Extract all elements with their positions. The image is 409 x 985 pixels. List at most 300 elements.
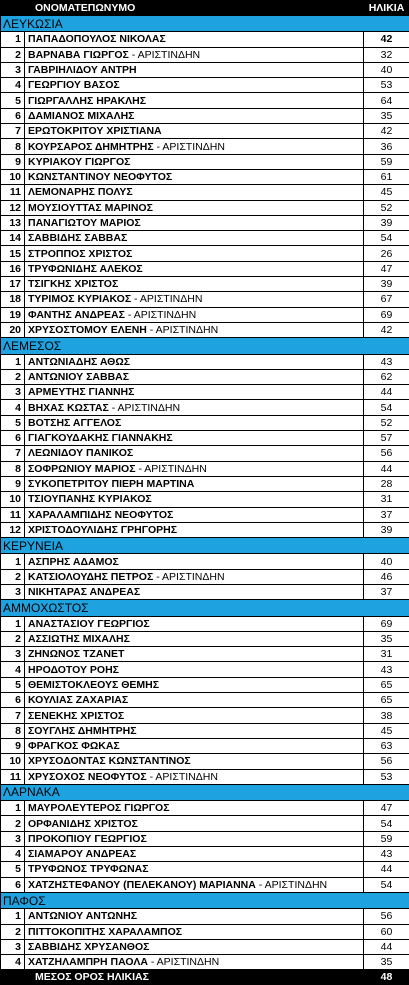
region-header-row (1, 892, 409, 908)
table-row (1, 476, 409, 491)
table-header-row (1, 1, 409, 16)
candidate-name-cell (25, 32, 364, 47)
candidate-age: 45 (364, 185, 409, 200)
row-number: 3 (1, 831, 25, 846)
candidate-name-cell (25, 769, 364, 784)
region-name: ΚΕΡΥΝΕΙΑ (1, 538, 409, 554)
table-row (1, 169, 409, 184)
candidate-age: 37 (364, 584, 409, 599)
candidate-name: ΑΣΠΡΗΣ ΑΔΑΜΟΣ (28, 556, 119, 568)
table-row (1, 461, 409, 476)
candidate-age: 44 (364, 862, 409, 877)
candidate-age: 31 (364, 647, 409, 662)
candidate-name: ΜΑΥΡΟΛΕΥΤΕΡΟΣ ΓΙΩΡΓΟΣ (28, 802, 170, 814)
row-number: 2 (1, 924, 25, 939)
region-name: ΛΕΥΚΩΣΙΑ (1, 16, 409, 32)
candidate-name-cell (25, 446, 364, 461)
candidate-name-cell (25, 322, 364, 337)
table-row (1, 32, 409, 47)
candidate-note: - ΑΡΙΣΤΙΝΔΗΝ (148, 956, 219, 968)
row-number: 12 (1, 522, 25, 537)
table-row (1, 415, 409, 430)
candidate-name: ΑΝΤΩΝΙΟΥ ΑΝΤΩΝΗΣ (28, 910, 137, 922)
table-row (1, 909, 409, 924)
candidate-age: 46 (364, 569, 409, 584)
table-row (1, 385, 409, 400)
table-row (1, 292, 409, 307)
table-row (1, 677, 409, 692)
region-header-row (1, 16, 409, 32)
row-number: 6 (1, 877, 25, 892)
candidate-name: ΑΣΣΙΩΤΗΣ ΜΙΧΑΛΗΣ (28, 633, 130, 645)
candidate-note: - ΑΡΙΣΤΙΝΔΗΝ (256, 879, 327, 891)
candidate-name-cell (25, 169, 364, 184)
candidate-name: ΑΝΤΩΝΙΑΔΗΣ ΑΘΩΣ (28, 356, 130, 368)
candidate-name-cell (25, 385, 364, 400)
table-row (1, 78, 409, 93)
candidate-age: 56 (364, 446, 409, 461)
table-row (1, 93, 409, 108)
candidate-name: ΗΡΟΔΟΤΟΥ ΡΟΗΣ (28, 664, 119, 676)
candidate-name: ΧΑΡΑΛΑΜΠΙΔΗΣ ΝΕΟΦΥΤΟΣ (28, 509, 173, 521)
row-number: 7 (1, 708, 25, 723)
candidate-name-cell (25, 246, 364, 261)
row-number: 20 (1, 322, 25, 337)
table-row (1, 862, 409, 877)
table-row (1, 246, 409, 261)
candidate-name: ΒΗΧΑΣ ΚΩΣΤΑΣ (28, 402, 109, 414)
row-number: 17 (1, 277, 25, 292)
candidate-name: ΣΕΝΕΚΗΣ ΧΡΙΣΤΟΣ (28, 710, 124, 722)
candidate-name: ΑΝΤΩΝΙΟΥ ΣΑΒΒΑΣ (28, 371, 129, 383)
candidate-name-cell (25, 738, 364, 753)
row-number: 9 (1, 154, 25, 169)
candidate-age: 28 (364, 476, 409, 491)
candidate-name-cell (25, 476, 364, 491)
candidate-age: 54 (364, 816, 409, 831)
row-number: 19 (1, 307, 25, 322)
candidate-name: ΤΣΙΓΚΗΣ ΧΡΙΣΤΟΣ (28, 278, 118, 290)
candidate-name-cell (25, 185, 364, 200)
candidate-name-cell (25, 569, 364, 584)
candidate-age: 65 (364, 693, 409, 708)
candidate-age: 53 (364, 769, 409, 784)
candidate-age: 62 (364, 369, 409, 384)
candidate-name-cell (25, 154, 364, 169)
candidate-name: ΠΑΝΑΓΙΩΤΟΥ ΜΑΡΙΟΣ (28, 217, 141, 229)
candidate-age: 42 (364, 32, 409, 47)
candidate-age: 65 (364, 677, 409, 692)
candidate-name: ΚΩΝΣΤΑΝΤΙΝΟΥ ΝΕΟΦΥΤΟΣ (28, 171, 172, 183)
candidate-name-cell (25, 507, 364, 522)
table-row (1, 955, 409, 970)
table-row (1, 647, 409, 662)
candidate-age: 40 (364, 62, 409, 77)
candidate-note: - ΑΡΙΣΤΙΝΔΗΝ (154, 141, 225, 153)
candidate-name-cell (25, 108, 364, 123)
table-row (1, 708, 409, 723)
candidate-note: - ΑΡΙΣΤΙΝΔΗΝ (131, 293, 202, 305)
table-row (1, 154, 409, 169)
table-row (1, 522, 409, 537)
table-row (1, 723, 409, 738)
candidate-age: 39 (364, 522, 409, 537)
candidate-name-cell (25, 723, 364, 738)
candidate-name: ΦΑΝΤΗΣ ΑΝΔΡΕΑΣ (28, 309, 125, 321)
candidate-age: 42 (364, 322, 409, 337)
candidate-age: 35 (364, 631, 409, 646)
candidate-age: 45 (364, 723, 409, 738)
candidate-name: ΖΗΝΩΝΟΣ ΤΖΑΝΕΤ (28, 648, 124, 660)
row-number: 4 (1, 847, 25, 862)
table-row (1, 277, 409, 292)
candidate-name: ΦΡΑΓΚΟΣ ΦΩΚΑΣ (28, 740, 120, 752)
candidate-name: ΕΡΩΤΟΚΡΙΤΟΥ ΧΡΙΣΤΙΑΝΑ (28, 125, 162, 137)
candidate-name-cell (25, 647, 364, 662)
candidate-age: 43 (364, 847, 409, 862)
row-number: 6 (1, 108, 25, 123)
table-row (1, 738, 409, 753)
candidate-name: ΚΟΥΡΣΑΡΟΣ ΔΗΜΗΤΡΗΣ (28, 141, 154, 153)
table-row (1, 261, 409, 276)
candidate-name-cell (25, 292, 364, 307)
candidate-note: - ΑΡΙΣΤΙΝΔΗΝ (153, 571, 224, 583)
candidate-age: 44 (364, 385, 409, 400)
candidate-name-cell (25, 93, 364, 108)
candidate-age: 69 (364, 616, 409, 631)
candidate-name-cell (25, 909, 364, 924)
row-number: 6 (1, 693, 25, 708)
candidate-age: 64 (364, 93, 409, 108)
row-number: 11 (1, 507, 25, 522)
row-number: 2 (1, 631, 25, 646)
row-number: 3 (1, 62, 25, 77)
candidate-name-cell (25, 200, 364, 215)
region-name: ΑΜΜΟΧΩΣΤΟΣ (1, 600, 409, 616)
table-row (1, 662, 409, 677)
region-header-row (1, 784, 409, 800)
candidate-name-cell (25, 677, 364, 692)
candidate-age: 40 (364, 554, 409, 569)
table-row (1, 307, 409, 322)
average-age-value: 48 (364, 970, 409, 985)
table-row (1, 507, 409, 522)
candidate-name-cell (25, 522, 364, 537)
candidate-age: 38 (364, 708, 409, 723)
candidate-name-cell (25, 662, 364, 677)
table-row (1, 584, 409, 599)
candidate-name: ΘΕΜΙΣΤΟΚΛΕΟΥΣ ΘΕΜΗΣ (28, 679, 159, 691)
row-number: 5 (1, 415, 25, 430)
table-row (1, 62, 409, 77)
candidate-name: ΛΕΜΟΝΑΡΗΣ ΠΟΛΥΣ (28, 186, 133, 198)
candidate-name: ΣΥΚΟΠΕΤΡΙΤΟΥ ΠΙΕΡΗ ΜΑΡΤΙΝΑ (28, 478, 194, 490)
row-number: 7 (1, 446, 25, 461)
candidate-age: 69 (364, 307, 409, 322)
candidate-name: ΣΟΥΓΛΗΣ ΔΗΜΗΤΡΗΣ (28, 725, 137, 737)
table-row (1, 801, 409, 816)
candidate-age: 63 (364, 738, 409, 753)
candidate-name: ΧΡΥΣΟΔΟΝΤΑΣ ΚΩΝΣΤΑΝΤΙΝΟΣ (28, 755, 191, 767)
row-number: 3 (1, 385, 25, 400)
candidate-age: 26 (364, 246, 409, 261)
table-row (1, 431, 409, 446)
candidate-name-cell (25, 307, 364, 322)
candidate-name-cell (25, 47, 364, 62)
candidate-name: ΔΑΜΙΑΝΟΣ ΜΙΧΑΛΗΣ (28, 110, 134, 122)
candidate-name-cell (25, 231, 364, 246)
row-number: 4 (1, 662, 25, 677)
row-number: 5 (1, 677, 25, 692)
candidate-age: 39 (364, 215, 409, 230)
table-row (1, 354, 409, 369)
row-number: 6 (1, 431, 25, 446)
row-number: 9 (1, 476, 25, 491)
candidate-age: 37 (364, 507, 409, 522)
row-number: 12 (1, 200, 25, 215)
row-number: 5 (1, 862, 25, 877)
table-row (1, 492, 409, 507)
row-number: 1 (1, 909, 25, 924)
candidate-name-cell (25, 939, 364, 954)
candidate-name-cell (25, 415, 364, 430)
row-number: 16 (1, 261, 25, 276)
table-row (1, 124, 409, 139)
candidate-name-cell (25, 78, 364, 93)
region-header-row (1, 538, 409, 554)
row-number: 2 (1, 816, 25, 831)
candidate-name-cell (25, 62, 364, 77)
candidate-name: ΓΙΩΡΓΑΛΛΗΣ ΗΡΑΚΛΗΣ (28, 95, 146, 107)
candidate-age: 54 (364, 877, 409, 892)
candidate-name-cell (25, 801, 364, 816)
candidate-name-cell (25, 847, 364, 862)
row-number: 10 (1, 492, 25, 507)
candidate-name-cell (25, 124, 364, 139)
region-header-row (1, 338, 409, 354)
candidate-name: ΓΕΩΡΓΙΟΥ ΒΑΣΟΣ (28, 79, 120, 91)
row-number: 18 (1, 292, 25, 307)
candidate-age: 52 (364, 200, 409, 215)
table-row (1, 108, 409, 123)
candidate-age: 44 (364, 939, 409, 954)
region-header-row (1, 600, 409, 616)
row-number: 3 (1, 584, 25, 599)
candidate-age: 59 (364, 831, 409, 846)
table-row (1, 631, 409, 646)
candidate-age: 56 (364, 754, 409, 769)
candidate-name: ΣΑΒΒΙΔΗΣ ΧΡΥΣΑΝΘΟΣ (28, 941, 149, 953)
table-row (1, 924, 409, 939)
region-name: ΛΑΡΝΑΚΑ (1, 784, 409, 800)
candidate-name-cell (25, 354, 364, 369)
candidate-name: ΠΡΟΚΟΠΙΟΥ ΓΕΩΡΓΙΟΣ (28, 833, 147, 845)
table-row (1, 215, 409, 230)
row-number: 11 (1, 185, 25, 200)
row-number: 3 (1, 647, 25, 662)
candidate-name: ΚΥΡΙΑΚΟΥ ΓΙΩΡΓΟΣ (28, 156, 130, 168)
candidate-name-cell (25, 816, 364, 831)
row-number: 9 (1, 738, 25, 753)
row-number: 10 (1, 169, 25, 184)
row-number: 4 (1, 400, 25, 415)
candidate-name: ΑΝΑΣΤΑΣΙΟΥ ΓΕΩΡΓΙΟΣ (28, 618, 150, 630)
candidate-name-cell (25, 708, 364, 723)
candidate-age: 32 (364, 47, 409, 62)
candidate-age: 54 (364, 231, 409, 246)
table-row (1, 939, 409, 954)
candidate-name: ΚΑΤΣΙΟΛΟΥΔΗΣ ΠΕΤΡΟΣ (28, 571, 153, 583)
row-number: 1 (1, 616, 25, 631)
candidate-name: ΤΡΥΦΩΝΟΣ ΤΡΥΦΩΝΑΣ (28, 863, 149, 875)
candidate-age: 53 (364, 78, 409, 93)
row-number: 11 (1, 769, 25, 784)
row-number: 14 (1, 231, 25, 246)
candidate-name: ΣΟΦΡΩΝΙΟΥ ΜΑΡΙΟΣ (28, 463, 136, 475)
row-number: 8 (1, 723, 25, 738)
candidate-note: - ΑΡΙΣΤΙΝΔΗΝ (136, 463, 207, 475)
candidate-name-cell (25, 754, 364, 769)
row-number: 2 (1, 369, 25, 384)
candidate-age: 61 (364, 169, 409, 184)
table-row (1, 693, 409, 708)
row-number: 8 (1, 461, 25, 476)
candidate-age: 57 (364, 431, 409, 446)
candidate-name: ΣΑΒΒΙΔΗΣ ΣΑΒΒΑΣ (28, 232, 127, 244)
region-name: ΛΕΜΕΣΟΣ (1, 338, 409, 354)
header-name: ΟΝΟΜΑΤΕΠΩΝΥΜΟ (1, 1, 364, 16)
average-age-label: ΜΕΣΟΣ ΟΡΟΣ ΗΛΙΚΙΑΣ (1, 970, 364, 985)
candidate-name: ΧΡΥΣΟΣΤΟΜΟΥ ΕΛΕΝΗ (28, 324, 147, 336)
table-row (1, 47, 409, 62)
table-row (1, 816, 409, 831)
table-row (1, 400, 409, 415)
candidate-age: 60 (364, 924, 409, 939)
candidate-age: 59 (364, 154, 409, 169)
candidate-name-cell (25, 554, 364, 569)
candidate-name-cell (25, 492, 364, 507)
candidate-name-cell (25, 431, 364, 446)
row-number: 1 (1, 801, 25, 816)
candidate-age: 35 (364, 108, 409, 123)
candidate-name-cell (25, 631, 364, 646)
candidate-age: 43 (364, 662, 409, 677)
candidate-note: - ΑΡΙΣΤΙΝΔΗΝ (147, 771, 218, 783)
candidate-name: ΜΟΥΣΙΟΥΤΤΑΣ ΜΑΡΙΝΟΣ (28, 202, 153, 214)
row-number: 8 (1, 139, 25, 154)
table-row (1, 554, 409, 569)
row-number: 1 (1, 354, 25, 369)
candidate-name: ΤΥΡΙΜΟΣ ΚΥΡΙΑΚΟΣ (28, 293, 131, 305)
candidate-name: ΠΑΠΑΔΟΠΟΥΛΟΣ ΝΙΚΟΛΑΣ (28, 33, 166, 45)
candidate-name: ΧΡΙΣΤΟΔΟΥΛΙΔΗΣ ΓΡΗΓΟΡΗΣ (28, 524, 177, 536)
candidate-name: ΣΤΡΟΠΠΟΣ ΧΡΙΣΤΟΣ (28, 248, 132, 260)
candidate-name: ΣΙΑΜΑΡΟΥ ΑΝΔΡΕΑΣ (28, 848, 136, 860)
candidate-age: 36 (364, 139, 409, 154)
candidate-name-cell (25, 461, 364, 476)
candidate-note: - ΑΡΙΣΤΙΝΔΗΝ (125, 309, 196, 321)
candidate-age: 54 (364, 400, 409, 415)
table-row (1, 446, 409, 461)
candidate-age: 31 (364, 492, 409, 507)
candidate-name-cell (25, 584, 364, 599)
candidate-age: 56 (364, 909, 409, 924)
candidate-name: ΛΕΩΝΙΔΟΥ ΠΑΝΙΚΟΣ (28, 447, 133, 459)
table-row (1, 231, 409, 246)
region-name: ΠΑΦΟΣ (1, 892, 409, 908)
candidates-table-body (1, 1, 409, 985)
table-row (1, 200, 409, 215)
row-number: 3 (1, 939, 25, 954)
row-number: 2 (1, 47, 25, 62)
candidate-age: 35 (364, 955, 409, 970)
candidate-name-cell (25, 139, 364, 154)
table-row (1, 754, 409, 769)
candidate-note: - ΑΡΙΣΤΙΝΔΗΝ (147, 324, 218, 336)
candidate-name: ΚΟΥΛΙΑΣ ΖΑΧΑΡΙΑΣ (28, 694, 128, 706)
candidate-age: 43 (364, 354, 409, 369)
row-number: 10 (1, 754, 25, 769)
candidate-age: 44 (364, 461, 409, 476)
candidate-age: 39 (364, 277, 409, 292)
candidate-name: ΤΣΙΟΥΠΑΝΗΣ ΚΥΡΙΑΚΟΣ (28, 493, 152, 505)
table-row (1, 569, 409, 584)
candidate-name-cell (25, 693, 364, 708)
candidate-name-cell (25, 862, 364, 877)
row-number: 1 (1, 554, 25, 569)
row-number: 15 (1, 246, 25, 261)
table-row (1, 831, 409, 846)
table-row (1, 769, 409, 784)
candidate-age: 52 (364, 415, 409, 430)
candidate-name-cell (25, 215, 364, 230)
candidate-age: 47 (364, 261, 409, 276)
table-row (1, 847, 409, 862)
candidate-age: 42 (364, 124, 409, 139)
candidate-name: ΓΑΒΡΙΗΛΙΔΟΥ ΑΝΤΡΗ (28, 64, 137, 76)
row-number: 13 (1, 215, 25, 230)
table-row (1, 369, 409, 384)
candidate-note: - ΑΡΙΣΤΙΝΔΗΝ (109, 402, 180, 414)
row-number: 5 (1, 93, 25, 108)
candidate-name: ΧΡΥΣΟΧΟΣ ΝΕΟΦΥΤΟΣ (28, 771, 147, 783)
candidate-name-cell (25, 616, 364, 631)
candidate-name-cell (25, 877, 364, 892)
candidate-age: 67 (364, 292, 409, 307)
row-number: 4 (1, 78, 25, 93)
candidate-name-cell (25, 955, 364, 970)
candidate-name-cell (25, 369, 364, 384)
candidate-name: ΟΡΦΑΝΙΔΗΣ ΧΡΙΣΤΟΣ (28, 818, 138, 830)
candidate-age: 47 (364, 801, 409, 816)
row-number: 2 (1, 569, 25, 584)
candidate-name: ΒΟΤΣΗΣ ΑΓΓΕΛΟΣ (28, 417, 121, 429)
table-row (1, 139, 409, 154)
table-row (1, 185, 409, 200)
candidate-name: ΧΑΤΖΗΛΑΜΠΡΗ ΠΑΟΛΑ (28, 956, 148, 968)
candidate-name: ΒΑΡΝΑΒΑ ΓΙΩΡΓΟΣ (28, 49, 129, 61)
candidate-note: - ΑΡΙΣΤΙΝΔΗΝ (129, 49, 200, 61)
row-number: 1 (1, 32, 25, 47)
candidate-name: ΝΙΚΗΤΑΡΑΣ ΑΝΔΡΕΑΣ (28, 586, 140, 598)
candidate-name: ΓΙΑΓΚΟΥΔΑΚΗΣ ΓΙΑΝΝΑΚΗΣ (28, 432, 173, 444)
average-age-row (1, 970, 409, 985)
candidate-name: ΤΡΥΦΩΝΙΔΗΣ ΑΛΕΚΟΣ (28, 263, 143, 275)
candidate-name-cell (25, 277, 364, 292)
candidate-name-cell (25, 831, 364, 846)
row-number: 4 (1, 955, 25, 970)
candidate-name-cell (25, 261, 364, 276)
